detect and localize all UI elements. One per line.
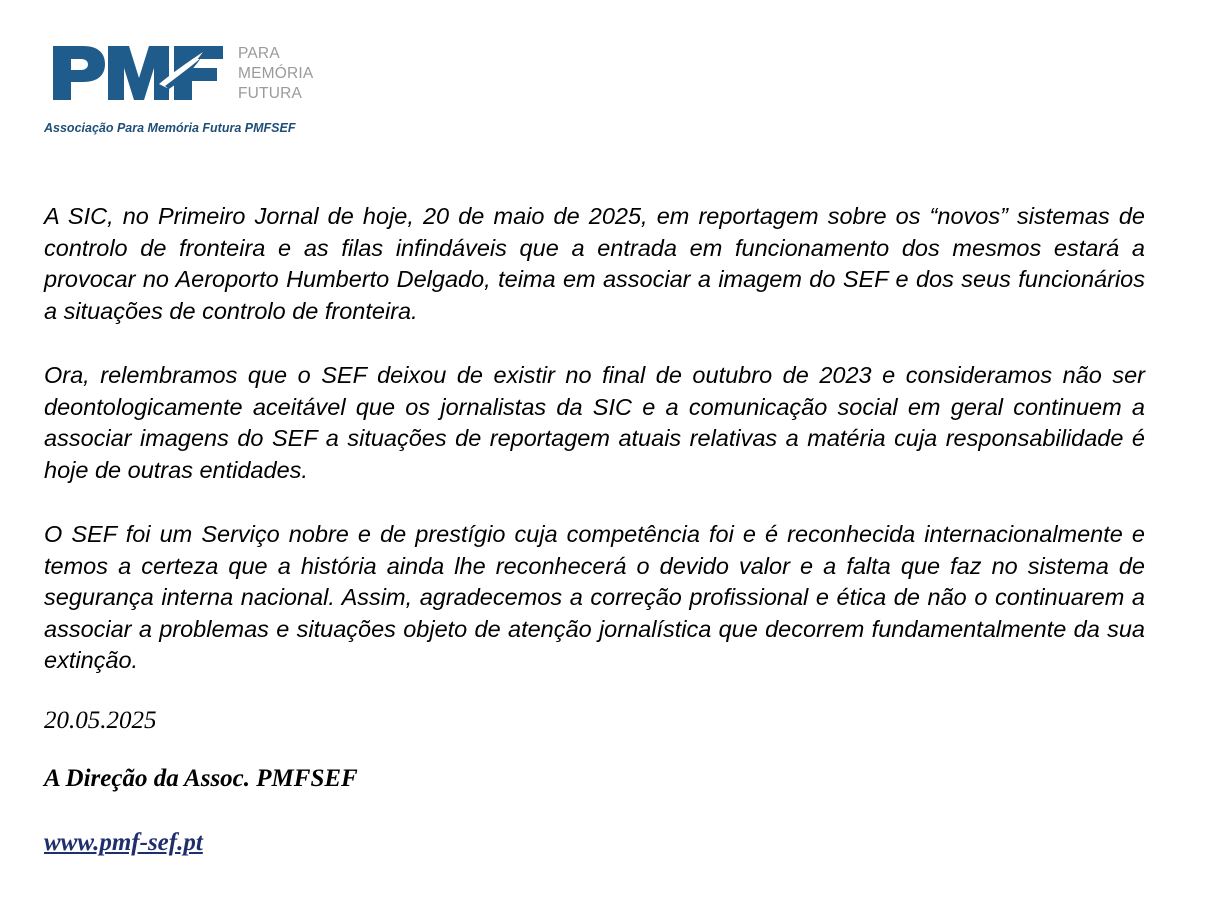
logo-word-1: PARA	[238, 45, 280, 62]
signature: A Direção da Assoc. PMFSEF	[44, 765, 358, 792]
paragraph-2: Ora, relembramos que o SEF deixou de existir no final de outubro de 2023 e consideramos não ser deontologicamente aceitável que os jornalistas da SIC e a comunicação social em geral continuem a associar imagens do SEF a situações de reportagem atuais relativas a matéria cuja responsabilidade é hoje de outras entidades.	[44, 362, 1145, 483]
logo-words	[238, 44, 313, 104]
paragraph-1: A SIC, no Primeiro Jornal de hoje, 20 de maio de 2025, em reportagem sobre os “novos” sistemas de controlo de fronteira e as filas infindáveis que a entrada em funcionamento dos mesmos estará a provocar no Aeroporto Humberto Delgado, teima em associar a imagem do SEF e dos seus funcionários a situações de controlo de fronteira.	[44, 203, 1145, 324]
letter-body	[44, 201, 1145, 710]
logo-word-2: MEMÓRIA	[238, 65, 314, 82]
paragraph-3: O SEF foi um Serviço nobre e de prestígio cuja competência foi e é reconhecida internacionalmente e temos a certeza que a história ainda lhe reconhecerá o devido valor e a falta que faz no sistema de segurança interna nacional. Assim, agradecemos a correção profissional e ética de não o continuarem a associar a problemas e situações objeto de atenção jornalística que decorrem fundamentalmente da sua extinção.	[44, 521, 1145, 673]
pmf-logo	[53, 44, 353, 104]
website-link[interactable]: www.pmf-sef.pt	[44, 829, 203, 856]
pmf-logo-mark-icon	[53, 44, 223, 102]
association-name: Associação Para Memória Futura PMFSEF	[44, 121, 296, 135]
letter-date: 20.05.2025	[44, 707, 157, 734]
logo-word-3: FUTURA	[238, 85, 303, 102]
